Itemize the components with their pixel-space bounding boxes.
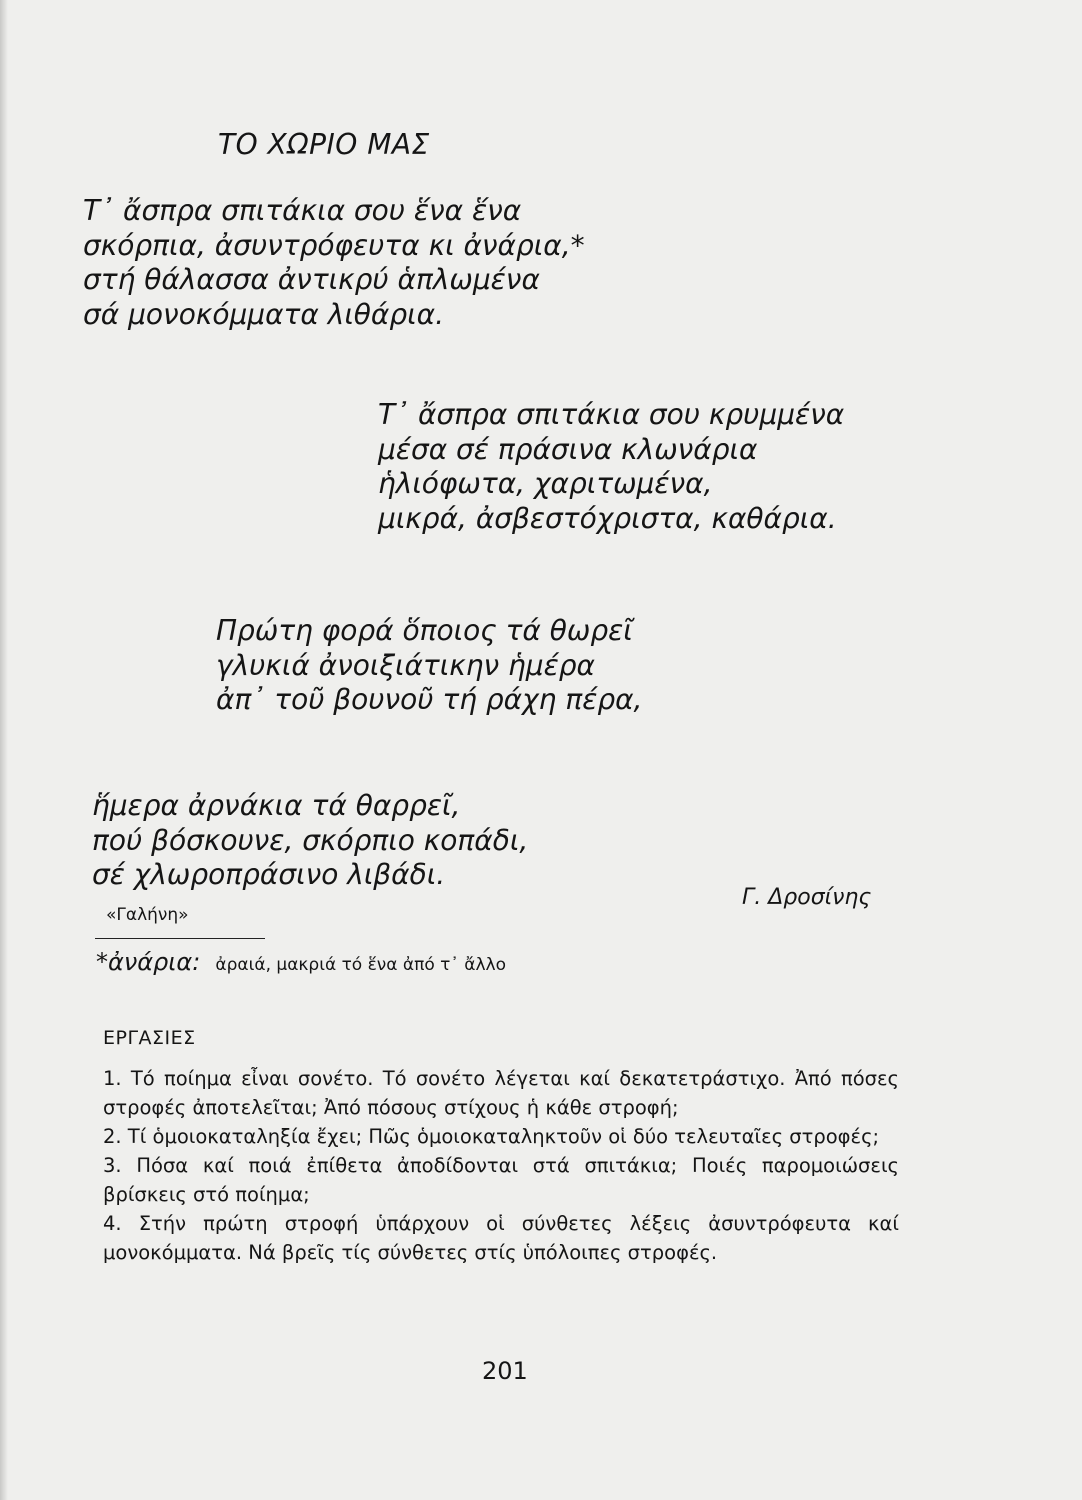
verse-line: Τ᾿ ἄσπρα σπιτάκια σου ἕνα ἕνα xyxy=(83,194,522,227)
poem-source: «Γαλήνη» xyxy=(106,905,189,925)
verse-line: ἀπ᾿ τοῦ βουνοῦ τή ράχη πέρα, xyxy=(216,683,643,716)
verse-line: στή θάλασσα ἀντικρύ ἁπλωμένα xyxy=(83,263,540,296)
verse-line: μέσα σέ πράσινα κλωνάρια xyxy=(378,432,758,466)
verse-line: μικρά, ἀσβεστόχριστα, καθάρια. xyxy=(378,501,837,535)
verse-line: σκόρπια, ἀσυντρόφευτα κι ἀνάρια,* xyxy=(83,228,585,262)
verse-line: ἥμερα ἀρνάκια τά θαρρεῖ, xyxy=(92,789,461,822)
verse-line: πού βόσκουνε, σκόρπιο κοπάδι, xyxy=(92,823,529,857)
exercises-heading: ΕΡΓΑΣΙΕΣ xyxy=(103,1027,196,1049)
exercise-item: 2. Τί ὁμοιοκαταληξία ἔχει; Πῶς ὁμοιοκαταληκτοῦν οἱ δύο τελευταῖες στροφές; xyxy=(103,1125,880,1148)
verse-line: Πρώτη φορά ὅποιος τά θωρεῖ xyxy=(216,614,633,647)
exercise-item: 4. Στήν πρώτη στροφή ὑπάρχουν οἱ σύνθετες λέξεις ἀσυντρόφευτα καί μονοκόμματα. Νά βρεῖς τίς σύνθετες στίς ὑπόλοιπες στροφές. xyxy=(103,1212,899,1264)
poem-author: Γ. Δροσίνης xyxy=(742,885,872,910)
footnote-divider xyxy=(95,938,265,939)
verse-line: σά μονοκόμματα λιθάρια. xyxy=(83,297,444,331)
exercise-item: 3. Πόσα καί ποιά ἐπίθετα ἀποδίδονται στά σπιτάκια; Ποιές παρομοιώσεις βρίσκεις στό ποίημα; xyxy=(103,1154,899,1206)
verse-line: γλυκιά ἀνοιξιάτικην ἡμέρα xyxy=(216,648,595,682)
footnote xyxy=(96,948,506,976)
exercises-list xyxy=(103,1064,899,1267)
verse-line: Τ᾿ ἄσπρα σπιτάκια σου κρυμμένα xyxy=(378,398,845,431)
footnote-definition: ἀραιά, μακριά τό ἕνα ἀπό τ᾿ ἄλλο xyxy=(215,955,507,975)
stanza-3 xyxy=(216,614,642,718)
verse-line: ἡλιόφωτα, χαριτωμένα, xyxy=(378,467,713,500)
stanza-4 xyxy=(92,789,528,893)
poem-title: ΤΟ ΧΩΡΙΟ ΜΑΣ xyxy=(218,128,430,161)
exercise-item: 1. Τό ποίημα εἶναι σονέτο. Τό σονέτο λέγεται καί δεκατετράστιχο. Ἀπό πόσες στροφές ἀποτελεῖται; Ἀπό πόσους στίχους ἡ κάθε στροφή; xyxy=(103,1067,899,1119)
page-number: 201 xyxy=(482,1357,528,1385)
stanza-1 xyxy=(83,194,585,332)
verse-line: σέ χλωροπράσινο λιβάδι. xyxy=(92,858,446,891)
stanza-2 xyxy=(378,398,844,536)
footnote-term: *ἀνάρια: xyxy=(96,948,201,976)
